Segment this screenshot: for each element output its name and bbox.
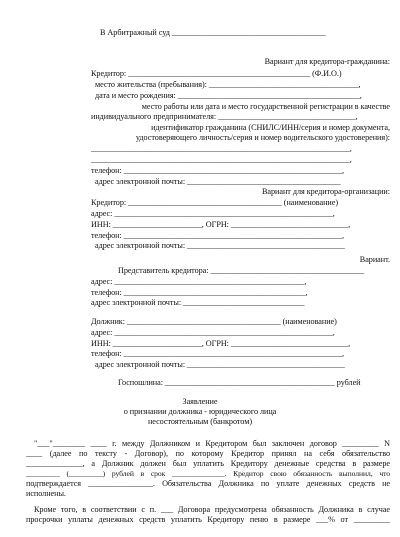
paragraph-1-line-2: ____ (далее по тексту - Договор), по которому Кредитор принял на себя обязательство — [26, 449, 390, 458]
organization-creditor-line: Кредитор: ______________________________________ (наименование) — [91, 198, 338, 207]
representative-line: Представитель кредитора: ______________________________________ — [118, 266, 365, 275]
citizen-blank-line-1: ________________________________________________________________, — [91, 144, 352, 153]
variant-heading: Вариант. — [359, 255, 390, 264]
debtor-inn-ogrn-line: ИНН: ______________________, ОГРН: _____________________________, — [91, 339, 351, 348]
document-subtitle-2: несостоятельным (банкротом) — [147, 417, 253, 426]
citizen-birth-line: дата и место рождения: _____________________________________________, — [95, 91, 362, 100]
organization-inn-ogrn-line: ИНН: ______________________, ОГРН: _____________________________, — [91, 220, 351, 229]
representative-phone-line: телефон: _____________________________________________, — [91, 288, 308, 297]
paragraph-1-line-4: _________ (_________) рублей в срок ______________. Кредитор свою обязанность выполнил, что — [26, 469, 390, 478]
citizen-residence-line: место жительства (пребывания): _____________________________________, — [95, 80, 361, 89]
citizen-creditor-line: Кредитор: _____________________________________________ (Ф.И.О.) — [91, 69, 342, 78]
citizen-work-line: место работы или дата и место государственной регистрации в качестве — [141, 102, 390, 111]
organization-address-line: адрес: ______________________________________________________, — [91, 209, 335, 218]
citizen-entrepreneur-line: индивидуального предпринимателя: __________________________________, — [91, 112, 358, 121]
debtor-phone-line: телефон: ______________________________________________________, — [91, 349, 345, 358]
state-fee-line: Госпошлина: __________________________________________ рублей — [118, 378, 361, 387]
document-title: Заявление — [182, 397, 218, 406]
citizen-email-line: адрес электронной почты: ______________________________________ — [95, 177, 341, 186]
citizen-phone-line: телефон: ______________________________________________________, — [91, 166, 345, 175]
citizen-blank-line-2: ________________________________________________________________, — [91, 155, 352, 164]
paragraph-1-line-1: "___"________ ____ г. между Должником и Кредитором был заключен договор _________ N — [34, 439, 390, 448]
citizen-variant-heading: Вариант для кредитора-гражданина: — [264, 57, 390, 66]
debtor-email-line: адрес электронной почты: _______________________________________ — [95, 360, 345, 369]
citizen-id-line: идентификатор гражданина (СНИЛС/ИНН/серия и номер документа, — [151, 123, 390, 132]
debtor-name-line: Должник: ______________________________________ (наименование) — [91, 317, 337, 326]
representative-email-line: адрес электронной почты: ______________________________ — [91, 298, 305, 307]
paragraph-2-line-2: просрочки уплаты денежных средств уплатить Кредитору пеню в размере ___% от _________ — [26, 515, 390, 524]
paragraph-2-line-1: Кроме того, в соответствии с п. ___ Договора предусмотрена обязанность Должника в случае — [34, 505, 390, 514]
representative-address-line: адрес: _______________________________________________, — [91, 277, 307, 286]
paragraph-1-line-3: ______________, а Должник должен был уплатить Кредитору денежные средства в размере — [26, 459, 390, 468]
organization-phone-line: телефон: ______________________________________________________, — [91, 231, 345, 240]
citizen-id-line-2: удостоверяющего личность/серия и номер водительского удостоверения): — [135, 133, 390, 142]
organization-email-line: адрес электронной почты: _______________________________________ — [95, 241, 345, 250]
organization-variant-heading: Вариант для кредитора-организации: — [262, 187, 390, 196]
debtor-address-line: адрес: ______________________________________________________, — [91, 328, 335, 337]
document-subtitle: о признании должника - юридического лица — [123, 407, 277, 416]
court-line: В Арбитражный суд ______________________________________ — [100, 28, 326, 37]
paragraph-1-line-5: подтверждается ________________. Обязательства Должника по уплате денежных средств не — [26, 479, 390, 488]
paragraph-1-line-6: исполнены. — [26, 489, 66, 498]
